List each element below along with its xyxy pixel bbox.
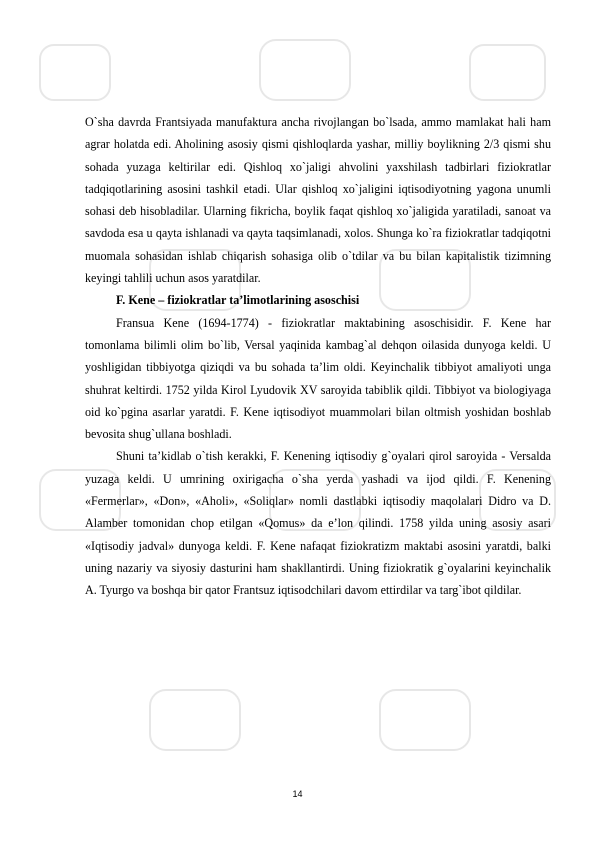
paragraph-works: Shuni ta’kidlab o`tish kerakki, F. Kenening iqtisodiy g`oyalari qirol saroyida - Versalda yuzaga keldi. U umrining oxirigacha o`sha yerda yashadi va ijod qildi. F. Kenening «Fermerlar», «Don», «Aholi», «Soliqlar» nomli dastlabki iqtisodiy maqolalari Didro va D. Alamber tomonidan chop etilgan «Qomus» da e’lon qilindi. 1758 yilda uning asosiy asari «Iqtisodiy jadval» dunyoga keldi. F. Kene nafaqat fiziokratizm maktabi asosini yaratdi, balki uning nazariy va siyosiy dasturini ham shakllantirdi. Uning fiziokratik g`oyalarini keyinchalik A. Tyurgo va boshqa bir qator Frantsuz iqtisodchilari davom ettirdilar va targ`ibot qildilar. [85,449,551,598]
paragraph-intro: O`sha davrda Frantsiyada manufaktura ancha rivojlangan bo`lsada, ammo mamlakat hali ham agrar holatda edi. Aholining asosiy qismi qishloqlarda yashar, milliy boylikning 2/3 qismi shu sohada yuzaga keltirilar edi. Qishloq xo`jaligi ahvolini yaxshilash tadbirlari fiziokratlar tadqiqotlarining asosini tashkil etadi. Ular qishloq xo`jaligini iqtisodiyotning yagona unumli sohasi deb hisobladilar. Ularning fikricha, boylik faqat qishloq xo`jaligida yaratiladi, sanoat va savdoda esa u qayta ishlanadi va qayta taqsimlanadi, xolos. Shunga ko`ra fiziokratlar tadqiqotni muomala sohasidan ishlab chiqarish sohasiga olib o`tdilar va bu bilan kapitalistik tizimning keyingi tahlili uchun asos yaratdilar. [85,115,551,286]
page-number: 14 [292,789,303,799]
document-body [85,111,551,602]
paragraph-biography: Fransua Kene (1694-1774) - fiziokratlar maktabining asoschisidir. F. Kene har tomonlama bilimli olim bo`lib, Versal yaqinida kambag`al dehqon oilasida dunyoga keldi. U yoshligidan tibbiyotga qiziqdi va bu sohada ta’lim oldi. Keyinchalik tibbiyot amaliyoti unga shuhrat keltirdi. 1752 yilda Kirol Lyudovik XV saroyida tabiblik qildi. Tibbiyot va biologiyaga oid ko`pgina asarlar yaratdi. F. Kene iqtisodiyot muammolari bilan oltmish yoshidan boshlab bevosita shug`ullana boshladi. [85,315,551,442]
section-heading: F. Kene – fiziokratlar ta’limotlarining asoschisi [116,293,360,308]
